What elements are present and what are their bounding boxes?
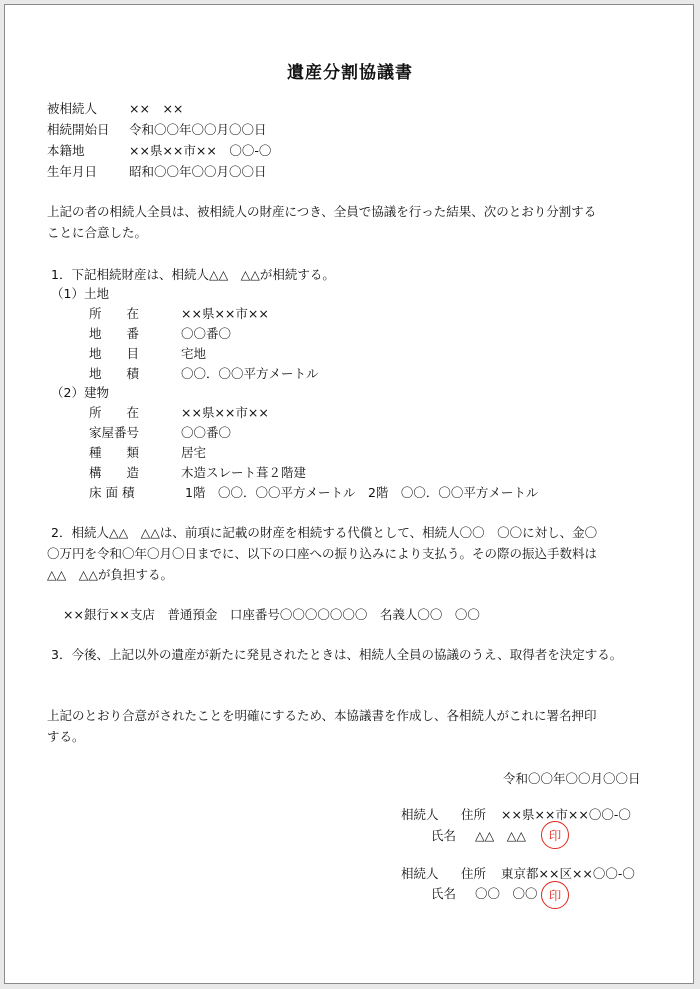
house-number-label: 家屋番号 xyxy=(89,425,140,440)
building-structure-label: 構 造 xyxy=(89,465,140,480)
closing-line-1: 上記のとおり合意がされたことを明確にするため、本協議書を作成し、各相続人がこれに署名押印 xyxy=(47,708,597,723)
building-structure: 木造スレート葺２階建 xyxy=(181,465,307,480)
birth-date: 昭和〇〇年〇〇月〇〇日 xyxy=(129,164,267,179)
building-heading: （2）建物 xyxy=(51,385,109,400)
land-location: ××県××市×× xyxy=(181,306,269,321)
intro-line-2: ことに合意した。 xyxy=(47,225,148,240)
land-heading: （1）土地 xyxy=(51,286,109,301)
heir-1-name-label: 氏名 xyxy=(431,828,457,843)
heir-2-name-label: 氏名 xyxy=(431,886,457,901)
heir-2-name: 〇〇 〇〇 xyxy=(475,886,538,901)
building-location-label: 所 在 xyxy=(89,405,140,420)
floor-area: 1階 〇〇．〇〇平方メートル 2階 〇〇．〇〇平方メートル xyxy=(185,485,539,500)
document-title: 遺産分割協議書 xyxy=(287,63,413,83)
clause-2-line-3: △△ △△が負担する。 xyxy=(47,567,173,582)
heir-1-address: ××県××市××〇〇-〇 xyxy=(501,807,631,822)
land-category: 宅地 xyxy=(181,346,207,361)
building-location: ××県××市×× xyxy=(181,405,269,420)
heir-1-name: △△ △△ xyxy=(475,828,526,843)
decedent-name: ×× ×× xyxy=(129,101,184,116)
clause-2-line-1: 2．相続人△△ △△は、前項に記載の財産を相続する代償として、相続人〇〇 〇〇に対し、金〇 xyxy=(51,525,598,540)
agreement-date: 令和〇〇年〇〇月〇〇日 xyxy=(503,771,641,786)
building-type-label: 種 類 xyxy=(89,445,140,460)
clause-1-heading: 1．下記相続財産は、相続人△△ △△が相続する。 xyxy=(51,267,335,282)
heir-1-role: 相続人 xyxy=(401,807,439,822)
decedent-name-label: 被相続人 xyxy=(47,101,98,116)
closing-line-2: する。 xyxy=(47,729,85,744)
land-category-label: 地 目 xyxy=(89,346,140,361)
birth-date-label: 生年月日 xyxy=(47,164,98,179)
land-lot-number: 〇〇番〇 xyxy=(181,326,232,341)
land-area: 〇〇．〇〇平方メートル xyxy=(181,366,319,381)
land-area-label: 地 積 xyxy=(89,366,140,381)
domicile-value: ××県××市×× 〇〇-〇 xyxy=(129,143,272,158)
inheritance-start-label: 相続開始日 xyxy=(47,122,110,137)
heir-2-seal-stamp: 印 xyxy=(541,881,569,909)
land-lot-label: 地 番 xyxy=(89,326,140,341)
building-type: 居宅 xyxy=(181,445,207,460)
floor-area-label: 床 面 積 xyxy=(89,485,135,500)
heir-1-address-label: 住所 xyxy=(461,807,487,822)
intro-line-1: 上記の者の相続人全員は、被相続人の財産につき、全員で協議を行った結果、次のとおり分割する xyxy=(47,204,597,219)
land-location-label: 所 在 xyxy=(89,306,140,321)
house-number: 〇〇番〇 xyxy=(181,425,232,440)
inheritance-start-date: 令和〇〇年〇〇月〇〇日 xyxy=(129,122,267,137)
clause-3-line-1: 3．今後、上記以外の遺産が新たに発見されたときは、相続人全員の協議のうえ、取得者を決定する。 xyxy=(51,647,623,662)
bank-account: ××銀行××支店 普通預金 口座番号〇〇〇〇〇〇〇 名義人〇〇 〇〇 xyxy=(63,607,480,622)
document-page xyxy=(4,4,694,984)
heir-2-role: 相続人 xyxy=(401,866,439,881)
clause-2-line-2: 〇万円を令和〇年〇月〇日までに、以下の口座への振り込みにより支払う。その際の振込手数料は xyxy=(47,546,598,561)
heir-2-address-label: 住所 xyxy=(461,866,487,881)
domicile-label: 本籍地 xyxy=(47,143,85,158)
heir-2-address: 東京都××区××〇〇-〇 xyxy=(501,866,635,881)
heir-1-seal-stamp: 印 xyxy=(541,821,569,849)
